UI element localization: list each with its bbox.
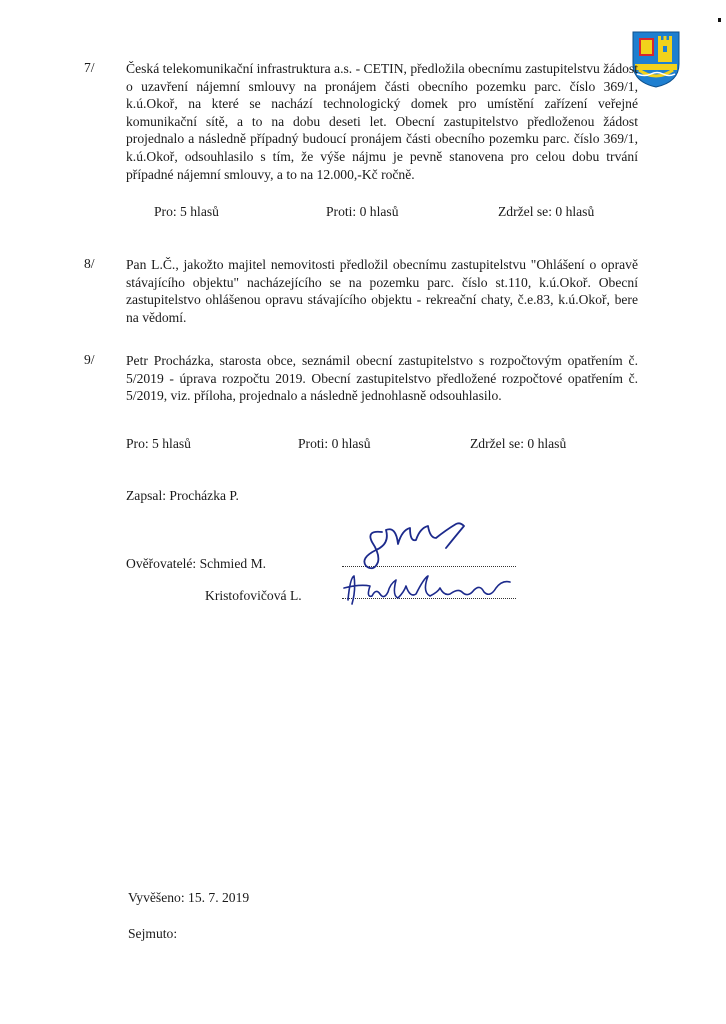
item-number: 7/ [84,60,95,75]
verifier-1-label: Ověřovatelé: Schmied M. [126,556,267,571]
municipal-crest-icon [631,30,681,88]
item-text: Pan L.Č., jakožto majitel nemovitosti předložil obecnímu zastupitelstvu "Ohlášení o opravě stávajícího objektu" nacházejícího se na pozemku parc. číslo st.110, k.ú.Okoř. Obecní zastupitelstvo ohlášenou opravu stávajícího objektu - rekreační chaty, č.e.83, k.ú.Okoř, bere na vědomí. [126,257,638,325]
verifier-2-name: Kristofovičová L. [205,588,302,603]
recorded-by: Zapsal: Procházka P. [126,488,239,503]
item-text: Česká telekomunikační infrastruktura a.s. - CETIN, předložila obecnímu zastupitelstvu žádost o uzavření nájemní smlouvy na pronájem části obecního pozemku parc. číslo 369/1, k.ú.Okoř, na které se nachází technologický domek pro umístění zařízení veřejné komunikační sítě, a to na dobu deseti let. Obecní zastupitelstvo předloženou žádost projednalo a následně případný budoucí pronájem části obecního pozemku parc. číslo 369/1, k.ú.Okoř, odsouhlasilo s tím, že výše nájmu je pevně stanovena pro celou dobu trvání případné nájemní smlouvy, a to na 12.000,-Kč ročně. [126,61,638,182]
vote-zdrzel: Zdržel se: 0 hlasů [470,436,567,451]
signature-schmied [356,520,476,576]
vote-proti: Proti: 0 hlasů [298,436,371,451]
scan-mark [718,18,721,22]
vote-proti: Proti: 0 hlasů [326,204,399,219]
item-text: Petr Procházka, starosta obce, seznámil obecní zastupitelstvo s rozpočtovým opatřením č. 5/2019 - úprava rozpočtu 2019. Obecní zastupitelstvo předložené rozpočtové opatřením č. 5/2019, viz. příloha, projednalo a následně jednohlasně odsouhlasilo. [126,353,638,404]
vote-pro: Pro: 5 hlasů [126,436,191,451]
vote-pro: Pro: 5 hlasů [154,204,219,219]
signature-kristofovicova [340,570,520,610]
item-number: 9/ [84,352,95,367]
vote-zdrzel: Zdržel se: 0 hlasů [498,204,595,219]
item-number: 8/ [84,256,95,271]
removed-date: Sejmuto: [128,926,178,941]
posted-date: Vyvěšeno: 15. 7. 2019 [128,890,250,905]
